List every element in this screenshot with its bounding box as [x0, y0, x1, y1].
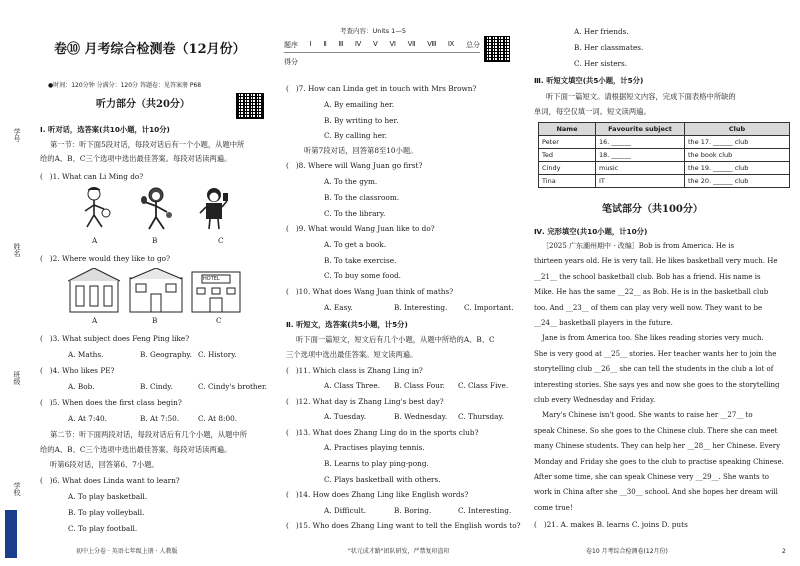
q12-option: C. Thursday. [458, 412, 504, 421]
q12-option: B. Wednesday. [394, 412, 448, 421]
passage-line: too. And __23__ of them can play very well now. They want to be [534, 303, 763, 312]
table-row [539, 175, 790, 188]
passage-line: come true! [534, 503, 573, 512]
section1-title: Ⅰ. 听对话，选答案(共10小题，计10分) [40, 125, 170, 134]
school-building-icon [130, 268, 182, 312]
q4-option: A. Bob. [68, 382, 95, 391]
q14-option: A. Difficult. [324, 506, 366, 515]
section4-title: Ⅳ. 完形填空(共10小题，计10分) [534, 227, 648, 236]
section1c-intro: 听第7段对话，回答第8至10小题。 [304, 146, 418, 155]
q1-option-a: A [92, 236, 98, 245]
question-6: 6. What does Linda want to learn? [52, 476, 180, 485]
side-label-school: 学校 [13, 482, 21, 496]
q2-option-a: A [92, 316, 98, 325]
q12-option: A. Tuesday. [324, 412, 367, 421]
q4-option: C. Cindy's brother. [198, 382, 267, 391]
footer-left: 初中上分卷 · 英语七年级上册 · 人教版 [76, 548, 178, 555]
answer-blank-16[interactable]: 16. ______ [596, 136, 685, 149]
section1b-intro-line: 给的A、B、C三个选项中选出最佳答案。每段对话读两遍。 [40, 445, 232, 454]
side-label-student-id: 学号 [13, 128, 21, 142]
question-2: 2. Where would they like to go? [52, 254, 170, 263]
score-header-cell: Ⅰ [309, 40, 312, 48]
question-1: 1. What can Li Ming do? [52, 172, 144, 181]
q3-option: A. Maths. [68, 350, 104, 359]
exam-meta: ●时间：120分钟 分满分：120分 答题卷：见答案册 P68 [48, 82, 202, 89]
passage-line: Monday and Friday she goes to the club to practise speaking Chinese. [534, 457, 784, 466]
column-right: A. Her friends. B. Her classmates. C. Her sisters. Ⅲ. 听短文填空(共5小题，计5分) 听下面一篇短文。请根据短文内容，完成下面表格中所缺的 单词，每空仅填一词。短文读两遍。 Name Favourite subject Club Peter 16. ______ the 17. ______ club Ted 18. ______ the book club Cindy music the 19. ______ club Tina IT the 20. ______ club 笔试部分（共100分） Ⅳ. 完形填空(共10小题，计10分) ［2025 广东潮州期中 · 改编］Bob is from America. He is thirteen years old. He is very tall. He likes basketball very much. He __21__ the school basketball club. Bob has a friend. His name is Mike. He has the same __22__ as Bob. He is in the basketball club too. And __23__ of them can play very well now. They want to be __24__ basketball players in the future. Jane is from America too. She likes reading stories very much. She is very good at __25__ stories. Her teacher wants her to join the storytelling club __26__ she can tell the students in the club a lot of interesting stories. She says yes and now she goes to the storytelling club every Wednesday and Friday. Mary's Chinese isn't good. She wants to raise her __27__ to speak Chinese. So she goes to the Chinese club. There she can meet many Chinese students. They can help her __28__ her Chinese. Every Monday and Friday she goes to the club to practise speaking Chinese. After some time, she can speak Chinese very __29__. She wants to work in China after she __30__ school. And she hopes her dream will come true! ( )21. A. makes B. learns C. joins D. puts 卷10 月考综合检测卷(12月份) 2 [532, 0, 794, 566]
qr-code[interactable] [484, 36, 510, 62]
q5-option: C. At 8:00. [198, 414, 238, 423]
score-header-cell: Ⅸ [447, 40, 455, 48]
table-header: Name [539, 123, 596, 136]
table-row [539, 149, 790, 162]
question-14: )14. How does Zhang Ling like English words? [295, 490, 469, 499]
section1b-intro-line: 第二节：听下面两段对话，每段对话后有几个小题，从题中所 [50, 430, 248, 439]
question-8: )8. Where will Wang Juan go first? [295, 161, 423, 170]
q7-option: C. By calling her. [324, 131, 387, 140]
side-label-class: 班级 [13, 371, 21, 385]
q15-option: C. Her sisters. [574, 59, 628, 68]
q2-pictures [68, 268, 243, 314]
passage-line: storytelling club __26__ she can tell the students in the club a lot of [534, 365, 774, 374]
passage-line: many Chinese students. They can help her __28__ her Chinese. Every [534, 442, 781, 451]
exam-scope: 考查内容：Units 1—5 [340, 27, 406, 35]
table-cell: music [596, 162, 685, 175]
table-cell: IT [596, 175, 685, 188]
section3-title: Ⅲ. 听短文填空(共5小题，计5分) [534, 76, 644, 85]
footer-middle: "状元成才路"团队研发，严禁复印盗印 [348, 548, 450, 555]
question-5: 5. When does the first class begin? [52, 398, 182, 407]
person-playing-ping-pong-icon [141, 188, 172, 229]
side-label-name: 姓名 [13, 243, 21, 257]
side-brand-bar [5, 510, 17, 558]
q8-option: B. To the classroom. [324, 193, 400, 202]
passage-line: She is very good at __25__ stories. Her teacher wants her to join the [534, 349, 777, 358]
passage-line: interesting stories. She says yes and now she goes to the storytelling [534, 380, 780, 389]
question-4: 4. Who likes PE? [52, 366, 115, 375]
score-label: 得分 [284, 58, 298, 66]
question-13: )13. What does Zhang Ling do in the sports club? [295, 428, 479, 437]
q5-option: B. At 7:50. [140, 414, 180, 423]
table-cell: the book club [685, 149, 790, 162]
answer-blank-19[interactable]: the 19. ______ club [685, 162, 790, 175]
q11-option: A. Class Three. [324, 381, 380, 390]
passage-line: Mary's Chinese isn't good. She wants to raise her __27__ to [542, 411, 753, 420]
q14-option: B. Boring. [394, 506, 432, 515]
score-header-cell: Ⅵ [389, 40, 396, 48]
q7-option: B. By writing to her. [324, 116, 399, 125]
answer-blank-18[interactable]: 18. ______ [596, 149, 685, 162]
passage-line: Mike. He has the same __22__ as Bob. He is in the basketball club [534, 288, 769, 297]
table-cell: Peter [539, 136, 596, 149]
score-header-cell: 题序 [284, 41, 298, 49]
table-row [539, 162, 790, 175]
q3-option: B. Geography. [140, 350, 192, 359]
club-table [538, 122, 790, 188]
hotel-sign: HOTEL [203, 276, 220, 282]
score-header-cell: 总分 [466, 41, 480, 49]
question-12: )12. What day is Zhang Ling's best day? [295, 397, 444, 406]
score-header-cell: Ⅲ [338, 40, 344, 48]
q9-option: C. To buy some food. [324, 271, 401, 280]
q15-option: B. Her classmates. [574, 43, 644, 52]
exam-title: 卷⑩ 月考综合检测卷（12月份） [54, 42, 246, 57]
q6-option: A. To play basketball. [68, 492, 148, 501]
q2-option-b: B [152, 316, 158, 325]
section1-intro-line: 第一节：听下面5段对话，每段对话后有一个小题，从题中所 [50, 140, 245, 149]
column-left: 卷⑩ 月考综合检测卷（12月份） ●时间：120分钟 分满分：120分 答题卷：见答案册 P68 听力部分（共20分） Ⅰ. 听对话，选答案(共10小题，计10分) 第一节：听下面5段对话，每段对话后有一个小题，从题中所 给的A、B、C三个选项中选出最佳答案。每段对话读两遍。 ( )1. What can Li Ming do? A B C ( )2. Where would they like to go? HOTEL A B C ( )3. What subject does Feng Ping like? A. Maths. B. Geography. C. History. ( )4. Who likes PE? A. Bob. B. Cindy. C. Cindy's brother. ( )5. When does the first class begin? A. At 7:40. B. At 7:50. C. At 8:00. 第二节：听下面两段对话，每段对话后有几个小题，从题中所 给的A、B、C三个选项中选出最佳答案。每段对话读两遍。 听第6段对话，回答第6、7小题。 ( )6. What does Linda want to learn? A. To play basketball. B. To play volleyball. C. To play football. 初中上分卷 · 英语七年级上册 · 人教版 [40, 42, 267, 555]
q11-option: B. Class Four. [394, 381, 445, 390]
magician-with-hat-icon [200, 188, 228, 229]
q10-option: B. Interesting. [394, 303, 448, 312]
score-header-cell: Ⅴ [373, 40, 378, 48]
passage-line: thirteen years old. He is very tall. He likes basketball very much. He [534, 257, 778, 266]
score-header-cell: Ⅱ [323, 40, 327, 48]
q13-option: A. Practises playing tennis. [324, 443, 425, 452]
question-10: )10. What does Wang Juan think of maths? [295, 287, 454, 296]
section3-intro-line: 听下面一篇短文。请根据短文内容，完成下面表格中所缺的 [546, 92, 736, 101]
q11-option: C. Class Five. [458, 381, 509, 390]
answer-blank-17[interactable]: the 17. ______ club [685, 136, 790, 149]
table-header: Favourite subject [596, 123, 685, 136]
q13-option: C. Plays basketball with others. [324, 475, 441, 484]
table-cell: Tina [539, 175, 596, 188]
library-building-icon [68, 268, 120, 312]
q14-option: C. Interesting. [458, 506, 512, 515]
passage-line: work in China after she __30__ school. And she hopes her dream will [534, 488, 778, 497]
q8-option: A. To the gym. [324, 177, 378, 186]
column-middle: 考查内容：Units 1—5 题序 Ⅰ Ⅱ Ⅲ Ⅳ Ⅴ Ⅵ Ⅶ Ⅷ Ⅸ 总分 得分 ( )7. How can Linda get in touch with Mrs Brown? A. By emailing her. B. By writing to her. C. By calling her. 听第7段对话，回答第8至10小题。 ( )8. Where will Wang Juan go first? A. To the gym. B. To the classroom. C. To the library. ( )9. What would Wang Juan like to do? A. To get a book. B. To take exercise. C. To buy some food. ( )10. What does Wang Juan think of maths? A. Easy. B. Interesting. C. Important. Ⅱ. 听短文，选答案(共5小题，计5分) 听下面一篇短文，短文后有几个小题，从题中所给的A、B、C 三个选项中选出最佳答案。短文读两遍。 ( )11. Which class is Zhang Ling in? A. Class Three. B. Class Four. C. Class Five. ( )12. What day is Zhang Ling's best day? A. Tuesday. B. Wednesday. C. Thursday. ( )13. What does Zhang Ling do in the sports club? A. Practises playing tennis. B. Learns to play ping-pong. C. Plays basketball with others. ( )14. How does Zhang Ling like English words? A. Difficult. B. Boring. C. Interesting. ( )15. Who does Zhang Ling want to tell the English words to? "状元成才路"团队研发，严禁复印盗印 [284, 27, 521, 555]
question-3: 3. What subject does Feng Ping like? [52, 334, 190, 343]
q3-option: C. History. [198, 350, 237, 359]
passage-line: club every Wednesday and Friday. [534, 396, 656, 404]
question-7: )7. How can Linda get in touch with Mrs Brown? [295, 84, 477, 93]
q10-option: A. Easy. [324, 303, 353, 312]
q15-option: A. Her friends. [574, 27, 629, 36]
q2-option-c: C [216, 316, 222, 325]
section3-intro-line: 单词，每空仅填一词。短文读两遍。 [534, 107, 651, 116]
section2-intro-line: 听下面一篇短文，短文后有几个小题，从题中所给的A、B、C [296, 335, 495, 344]
q10-option: C. Important. [464, 303, 514, 312]
q8-option: C. To the library. [324, 209, 386, 218]
question-11: )11. Which class is Zhang Ling in? [295, 366, 423, 375]
footer-right: 卷10 月考综合检测卷(12月份) [586, 548, 668, 555]
q7-option: A. By emailing her. [324, 100, 395, 109]
question-21: )21. A. makes B. learns C. joins D. puts [543, 520, 688, 529]
passage-line: __21__ the school basketball club. Bob has a friend. His name is [534, 272, 761, 281]
q9-option: A. To get a book. [324, 240, 387, 249]
audio-qr-code[interactable] [236, 93, 264, 119]
table-cell: Cindy [539, 162, 596, 175]
passage-line: speak Chinese. So she goes to the Chinese club. There she can meet [534, 426, 778, 435]
passage-line: ［2025 广东潮州期中 · 改编］Bob is from America. He is [542, 242, 735, 250]
section2-intro-line: 三个选项中选出最佳答案。短文读两遍。 [286, 350, 418, 359]
section2-title: Ⅱ. 听短文，选答案(共5小题，计5分) [286, 320, 408, 329]
passage-line: Jane is from America too. She likes reading stories very much. [542, 334, 764, 343]
section1b-intro-line: 听第6段对话，回答第6、7小题。 [50, 460, 159, 469]
score-header-cell: Ⅳ [354, 40, 362, 48]
answer-blank-20[interactable]: the 20. ______ club [685, 175, 790, 188]
table-row [539, 136, 790, 149]
person-dribbling-basketball-icon [85, 188, 110, 228]
q1-option-c: C [218, 236, 224, 245]
q5-option: A. At 7:40. [68, 414, 108, 423]
q6-option: C. To play football. [68, 524, 138, 533]
q1-pictures [82, 185, 232, 233]
page-number: 2 [782, 548, 786, 555]
listening-title: 听力部分（共20分） [96, 99, 190, 110]
score-header-cell: Ⅶ [407, 40, 416, 48]
q13-option: B. Learns to play ping-pong. [324, 459, 429, 468]
table-header: Club [685, 123, 790, 136]
section1-intro-line: 给的A、B、C三个选项中选出最佳答案。每段对话读两遍。 [40, 154, 232, 163]
question-9: )9. What would Wang Juan like to do? [295, 224, 435, 233]
table-cell: Ted [539, 149, 596, 162]
writing-title: 笔试部分（共100分） [602, 204, 703, 215]
q9-option: B. To take exercise. [324, 256, 397, 265]
score-header-cell: Ⅷ [427, 40, 437, 48]
q6-option: B. To play volleyball. [68, 508, 145, 517]
question-15: )15. Who does Zhang Ling want to tell the English words to? [295, 521, 521, 530]
q4-option: B. Cindy. [140, 382, 173, 391]
passage-line: __24__ basketball players in the future. [534, 319, 673, 327]
passage-line: After some time, she can speak Chinese very __29__. She wants to [534, 473, 769, 481]
q1-option-b: B [152, 236, 158, 245]
